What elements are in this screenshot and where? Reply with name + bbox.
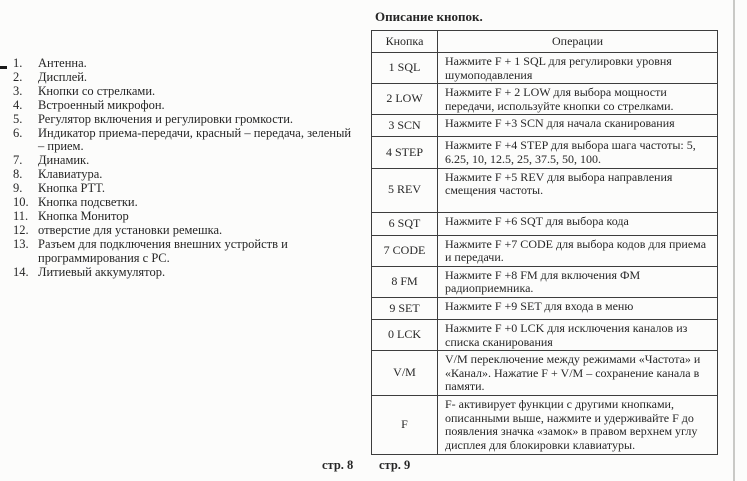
page-edge-line — [733, 0, 735, 481]
list-item — [13, 196, 360, 210]
list-item — [13, 113, 360, 127]
list-item-text: Встроенный микрофон. — [38, 97, 165, 112]
list-item-text: Кнопка подсветки. — [38, 195, 138, 210]
list-item-text: Кнопка Монитор — [38, 208, 129, 223]
list-item-number: 5. — [13, 111, 23, 126]
list-item — [13, 266, 360, 280]
button-cell: 4 STEP — [372, 137, 438, 168]
list-item-text: Антенна. — [38, 56, 87, 70]
table-row — [372, 212, 718, 235]
list-item-text: отверстие для установки ремешка. — [38, 222, 223, 237]
list-item — [13, 71, 360, 85]
button-cell: V/M — [372, 351, 438, 396]
operation-cell: Нажмите F +0 LCK для исключения каналов из списка сканирования — [438, 319, 718, 350]
list-item-number: 2. — [13, 69, 23, 84]
list-item — [13, 57, 360, 71]
list-item-number: 9. — [13, 181, 23, 196]
list-item — [13, 224, 360, 238]
list-item-text: Литиевый аккумулятор. — [38, 264, 166, 279]
list-item-number: 12. — [13, 222, 29, 237]
list-item-number: 1. — [13, 56, 23, 70]
table-row — [372, 53, 718, 84]
list-item-number: 14. — [13, 264, 29, 279]
operation-cell: Нажмите F +5 REV для выбора направления смещения частоты. — [438, 168, 718, 212]
list-item — [13, 127, 360, 155]
list-item-text: Кнопки со стрелками. — [38, 83, 156, 98]
button-cell: 8 FM — [372, 266, 438, 297]
buttons-description-table — [371, 30, 718, 455]
operation-cell: Нажмите F + 2 LOW для выбора мощности передачи, используйте кнопки со стрелками. — [438, 84, 718, 115]
operation-cell: Нажмите F +6 SQT для выбора кода — [438, 212, 718, 235]
table-row — [372, 84, 718, 115]
scan-artifact-dash — [0, 66, 7, 69]
operation-cell: F- активирует функции с другими кнопками, описанными выше, нажмите и удерживайте F до появления значка «замок» в правом верхнем углу дисплея для блокировки клавиатуры. — [438, 396, 718, 454]
list-item — [13, 85, 360, 99]
table-row — [372, 115, 718, 137]
operation-cell: Нажмите F +9 SET для входа в меню — [438, 297, 718, 319]
button-cell: 1 SQL — [372, 53, 438, 84]
list-item — [13, 238, 360, 266]
list-item — [13, 154, 360, 168]
parts-list — [13, 57, 360, 280]
list-item — [13, 168, 360, 182]
button-cell: 0 LCK — [372, 319, 438, 350]
list-item-number: 6. — [13, 125, 23, 140]
button-cell: F — [372, 396, 438, 454]
list-item-text: Клавиатура. — [38, 167, 103, 182]
button-cell: 7 CODE — [372, 235, 438, 266]
table-row — [372, 137, 718, 168]
operation-cell: Нажмите F + 1 SQL для регулировки уровня шумоподавления — [438, 53, 718, 84]
button-cell: 9 SET — [372, 297, 438, 319]
footer-page-number-right: стр. 9 — [379, 458, 411, 472]
operation-cell: V/M переключение между режимами «Частота» и «Канал». Нажатие F + V/M – сохранение канала в памяти. — [438, 351, 718, 396]
button-cell: 6 SQT — [372, 212, 438, 235]
list-item-number: 7. — [13, 153, 23, 168]
table-row — [372, 319, 718, 350]
list-item-number: 4. — [13, 97, 23, 112]
list-item — [13, 182, 360, 196]
table-row — [372, 266, 718, 297]
list-item-text: Дисплей. — [38, 69, 88, 84]
list-item — [13, 99, 360, 113]
list-item-text: Регулятор включения и регулировки громкости. — [38, 111, 294, 126]
table-header-row — [372, 31, 718, 53]
list-item-text: Разъем для подключения внешних устройств и программирования с PC. — [38, 236, 288, 265]
operation-cell: Нажмите F +4 STEP для выбора шага частоты: 5, 6.25, 10, 12.5, 25, 37.5, 50, 100. — [438, 137, 718, 168]
list-item-text: Динамик. — [38, 153, 90, 168]
operation-cell: Нажмите F +7 CODE для выбора кодов для приема и передачи. — [438, 235, 718, 266]
column-header-button: Кнопка — [372, 31, 438, 53]
list-item-text: Индикатор приема-передачи, красный – передача, зеленый – прием. — [38, 125, 352, 154]
list-item-text: Кнопка PTT. — [38, 181, 105, 196]
table-row — [372, 168, 718, 212]
list-item-number: 11. — [13, 208, 29, 223]
list-item-number: 10. — [13, 195, 29, 210]
footer-page-number-left: стр. 8 — [322, 458, 354, 472]
table-row — [372, 297, 718, 319]
table-title: Описание кнопок. — [375, 9, 483, 24]
list-item-number: 8. — [13, 167, 23, 182]
list-item — [13, 210, 360, 224]
operation-cell: Нажмите F +3 SCN для начала сканирования — [438, 115, 718, 137]
table-row — [372, 351, 718, 396]
list-item-number: 13. — [13, 236, 29, 251]
list-item-number: 3. — [13, 83, 23, 98]
table-row — [372, 396, 718, 454]
button-cell: 5 REV — [372, 168, 438, 212]
button-cell: 3 SCN — [372, 115, 438, 137]
operation-cell: Нажмите F +8 FM для включения ФМ радиоприемника. — [438, 266, 718, 297]
table-row — [372, 235, 718, 266]
column-header-operations: Операции — [438, 31, 718, 53]
button-cell: 2 LOW — [372, 84, 438, 115]
